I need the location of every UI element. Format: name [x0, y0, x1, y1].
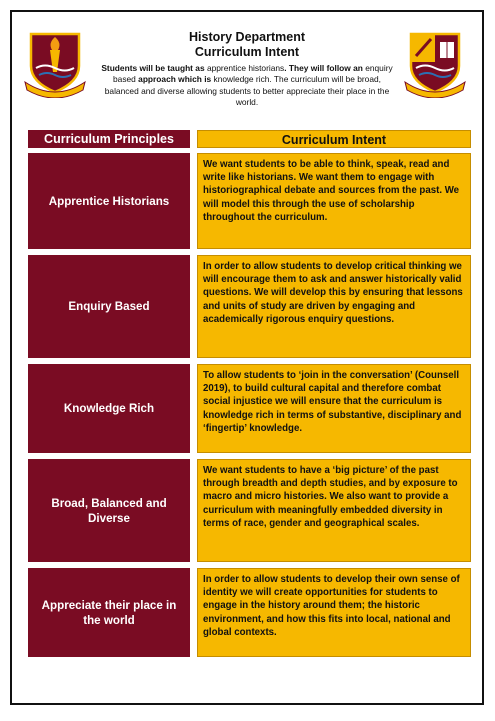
- intro-text-run: enquiry based: [113, 63, 393, 85]
- school-crest-book-icon: [403, 28, 467, 98]
- intro-text-run: appreciate their place: [286, 85, 367, 96]
- intro-paragraph: [96, 63, 398, 108]
- principle-cell: Knowledge Rich: [28, 364, 190, 453]
- intent-cell: To allow students to ‘join in the conversation’ (Counsell 2019), to build cultural capital and therefore combat social injustice we will ensure that the curriculum is knowledge rich in terms of substantive, disciplinary and ‘fingertip’ knowledge.: [197, 364, 471, 453]
- intro-text-run: allowing students to better: [184, 85, 287, 96]
- table-row: [28, 568, 471, 657]
- intro-text-run: . They will follow an: [284, 63, 366, 73]
- column-header-principles: Curriculum Principles: [28, 130, 190, 148]
- intent-cell: We want students to be able to think, speak, read and write like historians. We want them to engage with historiographical debate and sources from the past. We will model this through the use of scholarship throughout the curriculum.: [197, 153, 471, 249]
- intro-text-run: knowledge rich: [213, 74, 270, 85]
- table-row: [28, 459, 471, 562]
- intent-cell: We want students to have a ‘big picture’ of the past through breadth and depth studies, and by exposure to macro and micro histories. We also want to provide a curriculum with meaningfully embedded diversity in terms of race, gender and geographical scales.: [197, 459, 471, 562]
- page-header: [12, 12, 482, 122]
- principle-cell: Enquiry Based: [28, 255, 190, 358]
- intro-text-run: . The curriculum will be: [269, 74, 358, 85]
- principle-cell: Broad, Balanced and Diverse: [28, 459, 190, 562]
- page-subtitle: Curriculum Intent: [194, 45, 300, 59]
- intent-cell: In order to allow students to develop critical thinking we will encourage them to ask and answer historically valid questions. We will develop this by ensuring that lessons and units of study are driven by engaging and academically rigorous enquiry questions.: [197, 255, 471, 358]
- header-text: [96, 30, 398, 108]
- intent-cell: In order to allow students to develop their own sense of identity we will create opportunities for students to engage in the history around them; the historic environment, and how this fits into local, national and global contexts.: [197, 568, 471, 657]
- school-crest-torch-icon: [23, 28, 87, 98]
- column-header-intent: Curriculum Intent: [197, 130, 471, 148]
- page-title: History Department: [189, 30, 305, 44]
- intro-text-run: approach which is: [135, 74, 214, 85]
- principle-cell: Apprentice Historians: [28, 153, 190, 249]
- curriculum-page: [10, 10, 484, 705]
- intro-text-run: apprentice historians: [206, 63, 285, 73]
- intro-text-run: Students will be taught as: [101, 63, 207, 73]
- intro-text-run: in the world.: [235, 85, 390, 107]
- table-row: [28, 255, 471, 358]
- table-row: [28, 364, 471, 453]
- intro-text-run: broad, balanced and diverse: [104, 74, 381, 96]
- principle-cell: Appreciate their place in the world: [28, 568, 190, 657]
- table-row: [28, 153, 471, 249]
